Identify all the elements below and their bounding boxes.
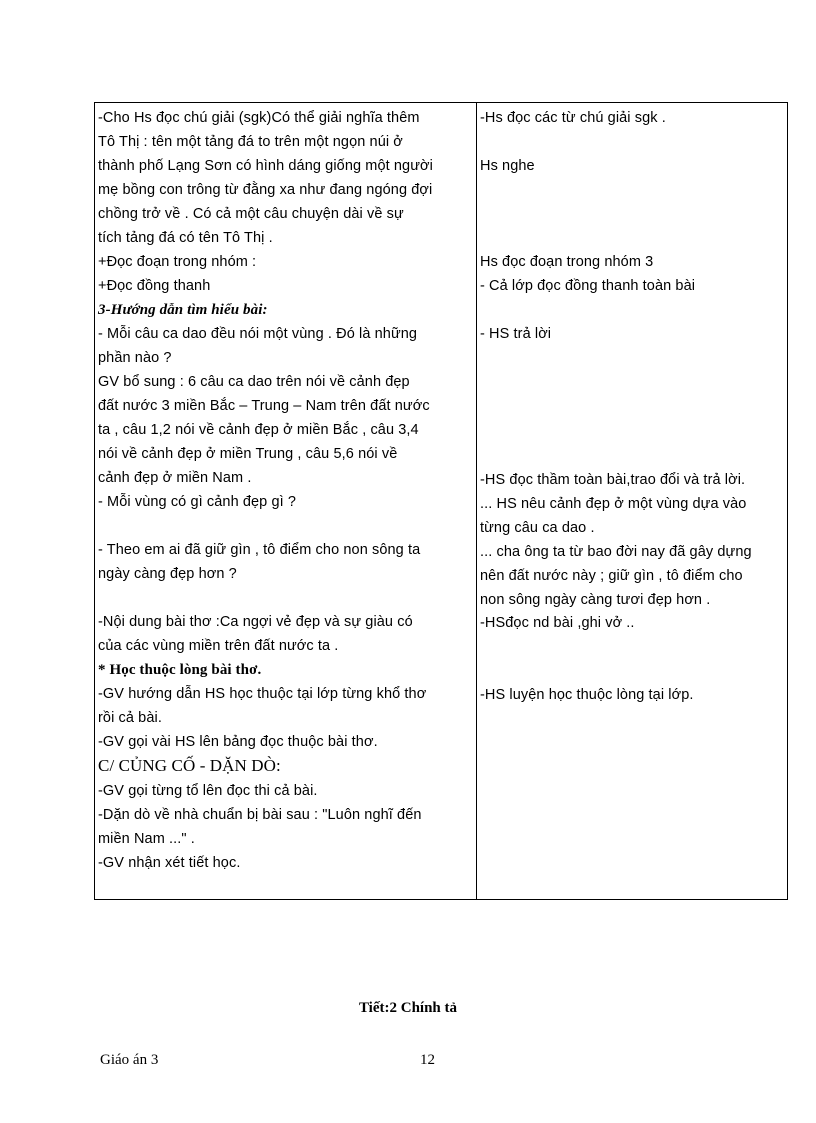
teacher-line: ta , câu 1,2 nói về cảnh đẹp ở miền Bắc , câu 3,4 <box>98 422 419 438</box>
section-heading: * Học thuộc lòng bài thơ. <box>98 662 262 678</box>
teacher-line: Tô Thị : tên một tảng đá to trên một ngọn núi ở <box>98 134 403 150</box>
footer-page-number: 12 <box>420 1052 435 1068</box>
column-divider <box>476 103 477 899</box>
student-line: -HS luyện học thuộc lòng tại lớp. <box>480 687 694 703</box>
student-line: -HS đọc thầm toàn bài,trao đổi và trả lời. <box>480 472 746 488</box>
teacher-line: phần nào ? <box>98 350 172 366</box>
teacher-line: mẹ bồng con trông từ đằng xa như đang ngóng đợi <box>98 182 433 198</box>
section-title: Tiết:2 Chính tả <box>358 1000 458 1016</box>
teacher-line: rồi cả bài. <box>98 710 162 726</box>
student-line: nên đất nước này ; giữ gìn , tô điểm cho <box>480 568 743 584</box>
teacher-line: -GV hướng dẫn HS học thuộc tại lớp từng khổ thơ <box>98 686 427 702</box>
teacher-line: đất nước 3 miền Bắc – Trung – Nam trên đất nước <box>98 398 430 414</box>
student-line: - Cả lớp đọc đồng thanh toàn bài <box>480 278 696 294</box>
student-line: -HSđọc nd bài ,ghi vở .. <box>480 615 635 631</box>
student-line: -Hs đọc các từ chú giải sgk . <box>480 110 666 126</box>
teacher-line: cảnh đẹp ở miền Nam . <box>98 470 252 486</box>
teacher-line: miền Nam ..." . <box>98 831 195 847</box>
teacher-line: tích tảng đá có tên Tô Thị . <box>98 230 273 246</box>
teacher-line: chồng trở về . Có cả một câu chuyện dài về sự <box>98 206 404 222</box>
student-line: Hs đọc đoạn trong nhóm 3 <box>480 254 654 270</box>
student-line: từng câu ca dao . <box>480 520 595 536</box>
teacher-line: - Mỗi vùng có gì cảnh đẹp gì ? <box>98 494 297 510</box>
student-line: Hs nghe <box>480 158 535 174</box>
teacher-line: +Đọc đoạn trong nhóm : <box>98 254 257 270</box>
teacher-line: thành phố Lạng Sơn có hình dáng giống một người <box>98 158 433 174</box>
teacher-line: -Dặn dò về nhà chuẩn bị bài sau : "Luôn nghĩ đến <box>98 807 422 823</box>
student-line: ... HS nêu cảnh đẹp ở một vùng dựa vào <box>480 496 747 512</box>
student-line: non sông ngày càng tươi đẹp hơn . <box>480 592 711 608</box>
teacher-line: -Cho Hs đọc chú giải (sgk)Có thể giải nghĩa thêm <box>98 110 420 126</box>
student-line: ... cha ông ta từ bao đời nay đã gây dựng <box>480 544 752 560</box>
teacher-line: +Đọc đồng thanh <box>98 278 211 294</box>
teacher-line: -GV gọi từng tổ lên đọc thi cả bài. <box>98 783 318 799</box>
teacher-line: GV bổ sung : 6 câu ca dao trên nói về cảnh đẹp <box>98 374 410 390</box>
teacher-line: -GV gọi vài HS lên bảng đọc thuộc bài thơ. <box>98 734 378 750</box>
teacher-line: ngày càng đẹp hơn ? <box>98 566 237 582</box>
teacher-line: của các vùng miền trên đất nước ta . <box>98 638 339 654</box>
teacher-line: nói về cảnh đẹp ở miền Trung , câu 5,6 nói về <box>98 446 398 462</box>
teacher-line: -GV nhận xét tiết học. <box>98 855 241 871</box>
section-heading: 3-Hướng dẫn tìm hiểu bài: <box>98 302 268 318</box>
section-heading: C/ CỦNG CỐ - DẶN DÒ: <box>98 756 281 775</box>
teacher-line: -Nội dung bài thơ :Ca ngợi vẻ đẹp và sự giàu có <box>98 614 413 630</box>
teacher-line: - Theo em ai đã giữ gìn , tô điểm cho non sông ta <box>98 542 421 558</box>
teacher-line: - Mỗi câu ca dao đều nói một vùng . Đó là những <box>98 326 418 342</box>
footer-document-name: Giáo án 3 <box>100 1052 159 1068</box>
lesson-table <box>94 102 788 900</box>
student-line: - HS trả lời <box>480 326 552 342</box>
